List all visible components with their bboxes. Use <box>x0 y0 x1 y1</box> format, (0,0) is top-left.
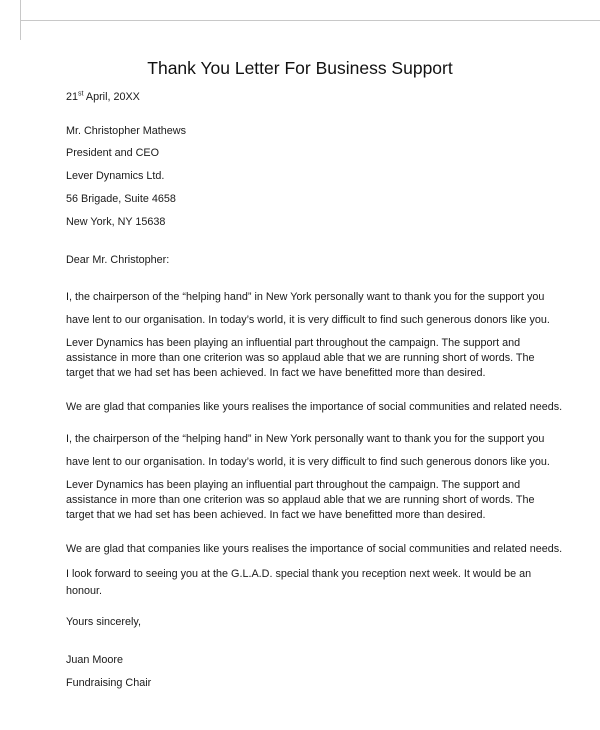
recipient-company: Lever Dynamics Ltd. <box>66 170 165 182</box>
letter-title: Thank You Letter For Business Support <box>147 58 453 78</box>
paragraph-2-line-3: target that we had set has been achieved. In fact we have benefitted more than desired. <box>66 367 486 379</box>
paragraph-1-line-2: have lent to our organisation. In today’s world, it is very difficult to find such generous donors like you. <box>66 314 550 326</box>
signature-name: Juan Moore <box>66 654 124 666</box>
recipient-position: President and CEO <box>66 147 160 159</box>
paragraph-3-line-1: We are glad that companies like yours realises the importance of social communities and related needs. <box>66 401 563 413</box>
paragraph-2-line-2: assistance in more than one criterion was so applaud able that we are running short of words. The <box>66 352 535 364</box>
paragraph-5-line-1: Lever Dynamics has been playing an influential part throughout the campaign. The support and <box>66 479 521 491</box>
paragraph-5-line-3: target that we had set has been achieved. In fact we have benefitted more than desired. <box>66 509 486 521</box>
date-suffix: st <box>78 90 84 98</box>
paragraph-4-line-2: have lent to our organisation. In today’s world, it is very difficult to find such generous donors like you. <box>66 456 550 468</box>
paragraph-2-line-1: Lever Dynamics has been playing an influential part throughout the campaign. The support and <box>66 337 521 349</box>
paragraph-4-line-1: I, the chairperson of the “helping hand” in New York personally want to thank you for the support you <box>66 433 545 445</box>
paragraph-5-line-2: assistance in more than one criterion was so applaud able that we are running short of words. The <box>66 494 535 506</box>
paragraph-6-line-1: We are glad that companies like yours realises the importance of social communities and related needs. <box>66 543 563 555</box>
recipient-city: New York, NY 15638 <box>66 216 166 228</box>
page-border-corner <box>0 20 21 40</box>
closing: Yours sincerely, <box>66 616 142 628</box>
paragraph-7-line-2: honour. <box>66 585 103 597</box>
date-rest: April, 20XX <box>83 91 140 103</box>
signature-title: Fundraising Chair <box>66 677 152 689</box>
letter-date <box>66 90 140 104</box>
recipient-name: Mr. Christopher Mathews <box>66 125 187 137</box>
date-day: 21 <box>66 91 79 103</box>
paragraph-7-line-1: I look forward to seeing you at the G.L.A.D. special thank you reception next week. It would be an <box>66 568 532 580</box>
salutation: Dear Mr. Christopher: <box>66 254 170 266</box>
paragraph-1-line-1: I, the chairperson of the “helping hand” in New York personally want to thank you for the support you <box>66 291 545 303</box>
page-border-top <box>20 0 600 21</box>
recipient-address: 56 Brigade, Suite 4658 <box>66 193 176 205</box>
